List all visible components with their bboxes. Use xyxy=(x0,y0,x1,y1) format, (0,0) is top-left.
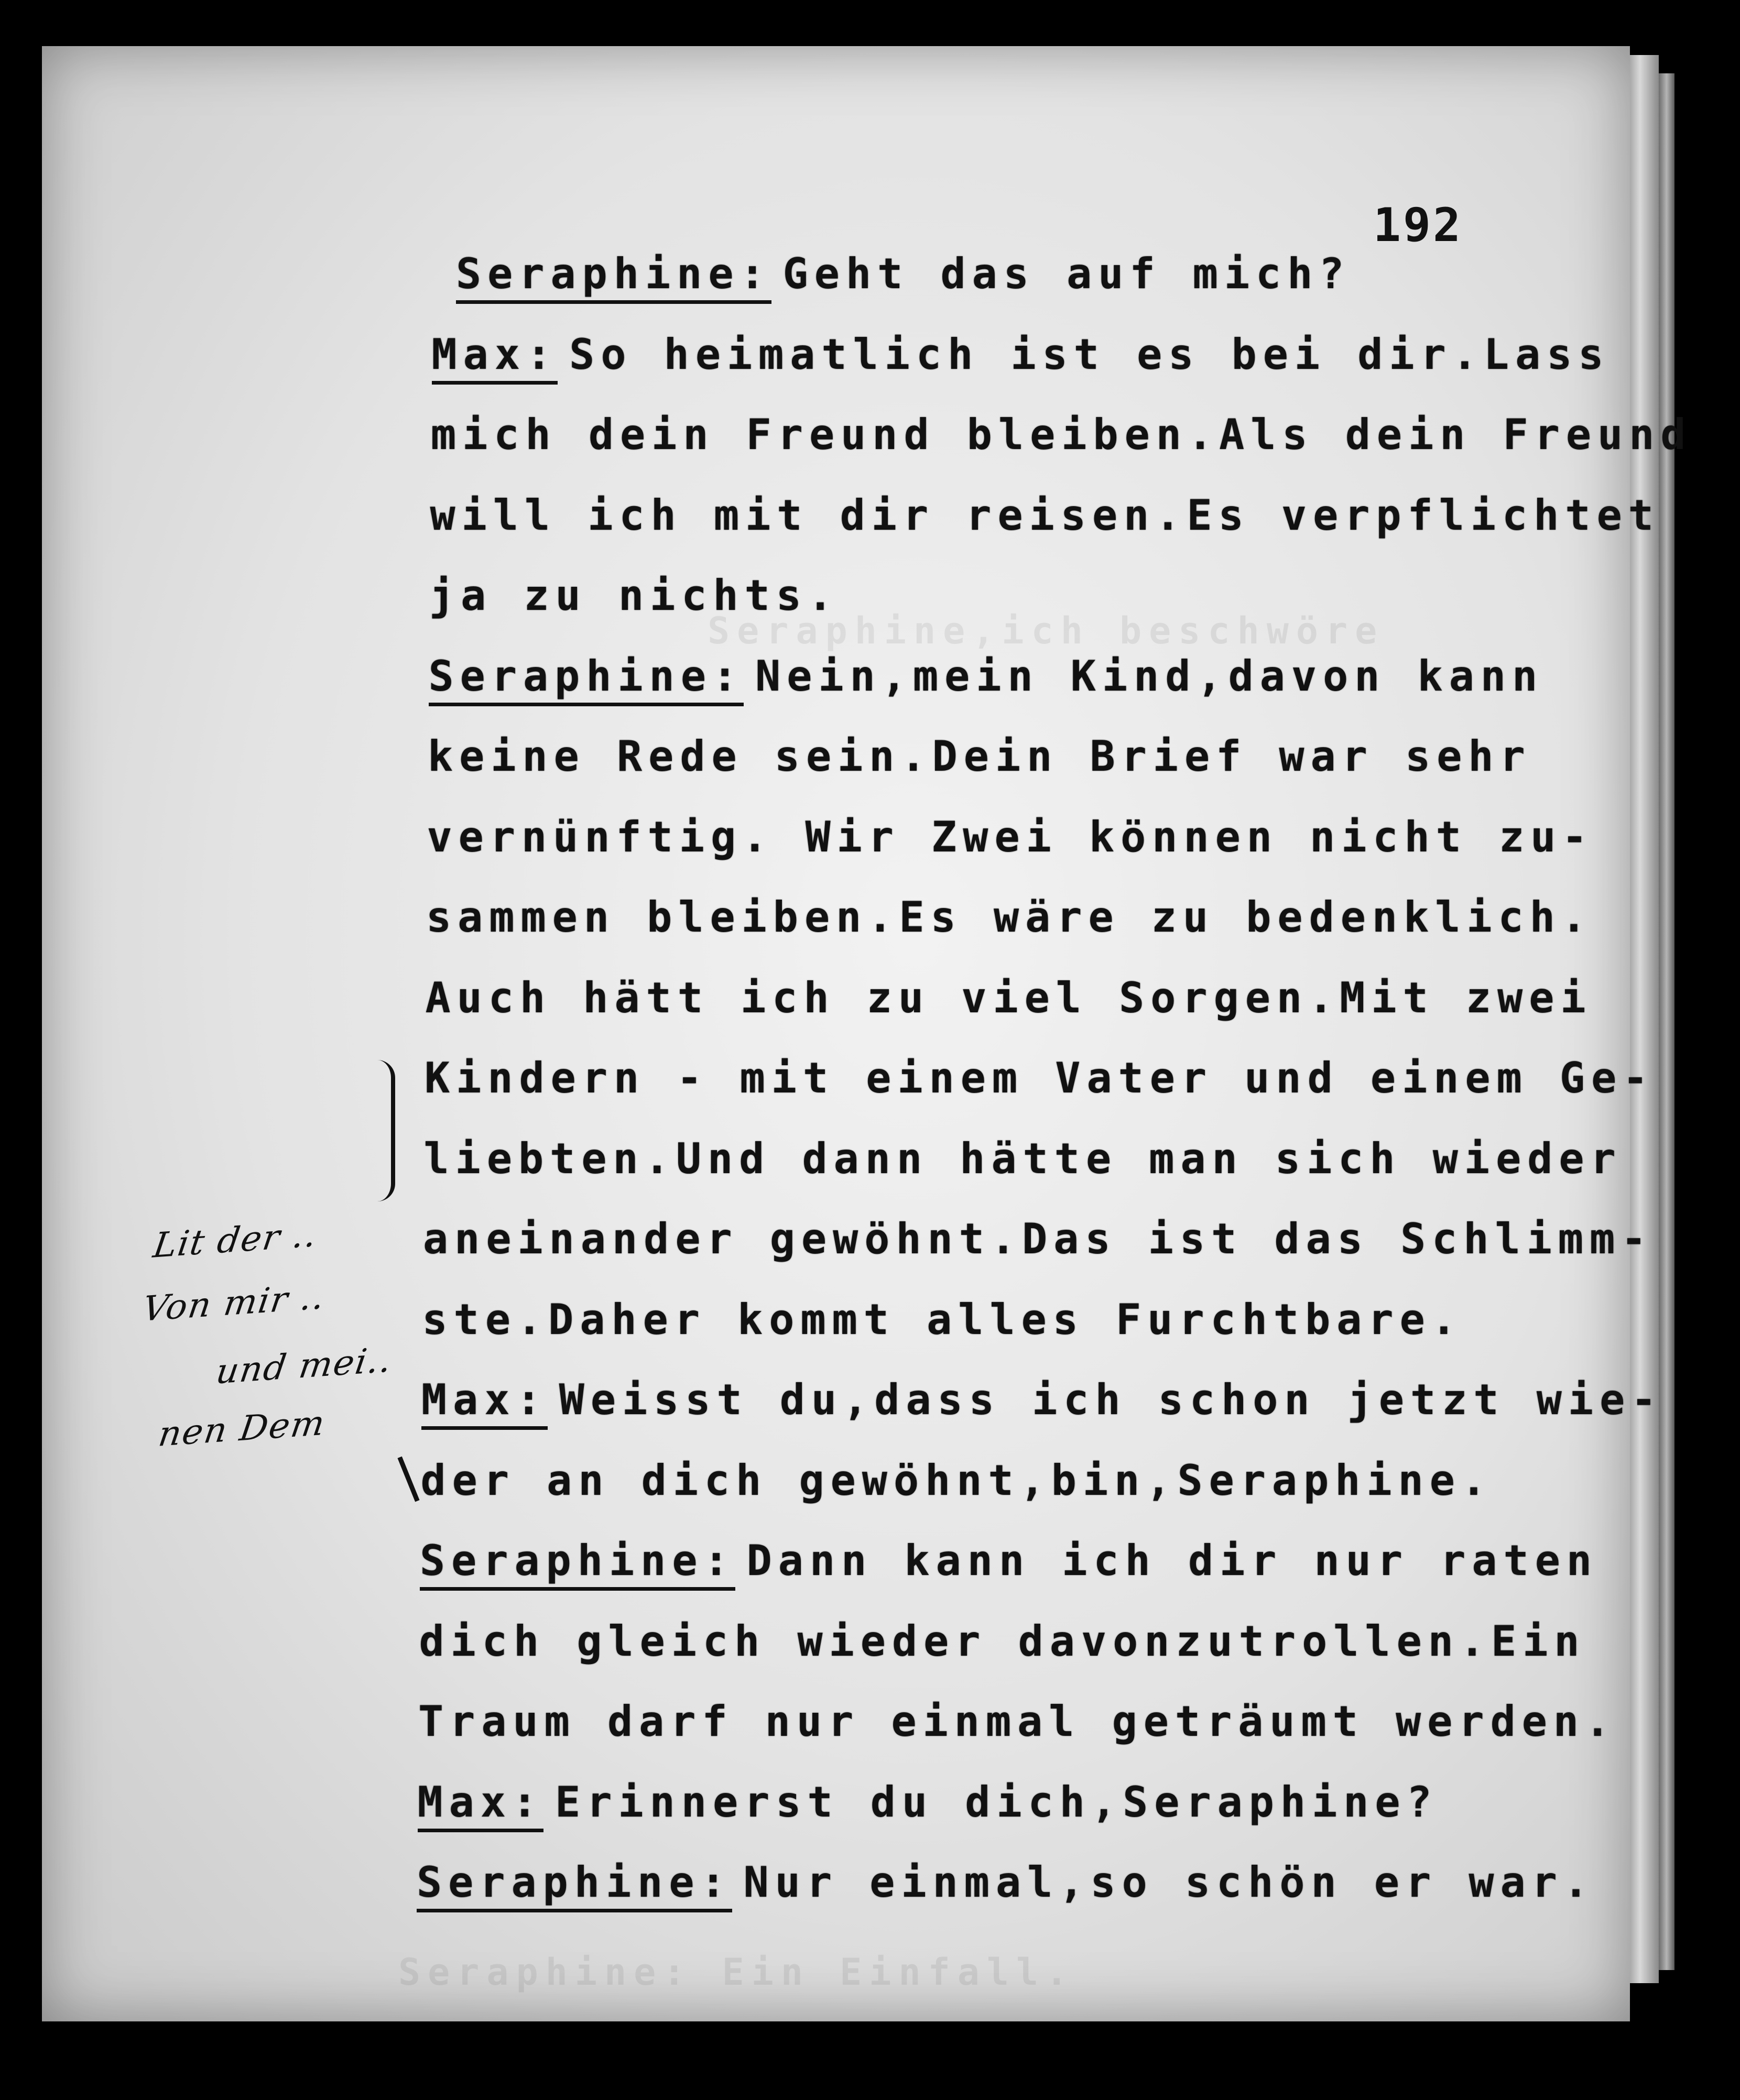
text-line xyxy=(422,1295,1463,1344)
text-line xyxy=(427,812,1594,861)
line-text: mich dein Freund bleiben.Als dein Freund xyxy=(431,410,1692,459)
line-text: So heimatlich ist es bei dir.Lass xyxy=(569,330,1610,379)
text-line xyxy=(431,410,1692,459)
text-line xyxy=(419,1616,1586,1666)
speaker-name: Max: xyxy=(418,1781,544,1832)
line-text: ste.Daher kommt alles Furchtbare. xyxy=(422,1295,1463,1344)
handwritten-line: und mei.. xyxy=(213,1339,395,1392)
text-line xyxy=(417,1777,1438,1832)
text-line xyxy=(456,249,1351,304)
line-text: dich gleich wieder davonzutrollen.Ein xyxy=(419,1616,1586,1666)
speaker-name: Seraphine: xyxy=(429,655,744,706)
text-line xyxy=(420,1456,1493,1505)
page-stack-edge xyxy=(1627,55,1659,1983)
margin-bracket-mark xyxy=(377,1060,395,1201)
handwritten-line: Von mir .. xyxy=(140,1276,328,1329)
line-text: sammen bleiben.Es wäre zu bedenklich. xyxy=(426,893,1593,942)
text-line xyxy=(421,1375,1663,1430)
line-text: liebten.Und dann hätte man sich wieder xyxy=(423,1134,1622,1183)
text-line xyxy=(417,1858,1595,1912)
text-line xyxy=(423,1134,1622,1183)
bleed-through-text: Seraphine,ich beschwöre xyxy=(708,609,1385,652)
handwritten-margin-note xyxy=(140,1214,417,1466)
line-text: Weisst du,dass ich schon jetzt wie- xyxy=(559,1375,1663,1424)
line-text: Geht das auf mich? xyxy=(782,249,1351,298)
line-text: keine Rede sein.Dein Brief war sehr xyxy=(428,732,1531,781)
text-line xyxy=(428,732,1531,781)
text-line xyxy=(420,1536,1598,1591)
line-text: Nein,mein Kind,davon kann xyxy=(755,651,1544,701)
line-text: Nur einmal,so schön er war. xyxy=(743,1858,1595,1907)
line-text: Traum darf nur einmal geträumt werden. xyxy=(418,1697,1617,1746)
line-text: ja zu nichts. xyxy=(429,571,840,620)
speaker-name: Max: xyxy=(421,1379,548,1430)
bleed-through-text: Seraphine: Ein Einfall. xyxy=(398,1951,1075,1994)
text-line xyxy=(430,490,1660,540)
line-text: vernünftig. Wir Zwei können nicht zu- xyxy=(427,812,1594,861)
speaker-name: Max: xyxy=(432,334,558,385)
line-text: will ich mit dir reisen.Es verpflichtet xyxy=(430,490,1660,540)
speaker-name: Seraphine: xyxy=(456,253,771,304)
line-text: Kindern - mit einem Vater und einem Ge- xyxy=(425,1054,1655,1102)
text-line xyxy=(426,893,1593,942)
speaker-name: Seraphine: xyxy=(417,1862,732,1912)
handwritten-line: nen Dem xyxy=(156,1403,329,1454)
text-line xyxy=(429,571,840,620)
page-number: 192 xyxy=(1373,198,1463,252)
speaker-name: Seraphine: xyxy=(420,1540,735,1591)
text-line xyxy=(428,651,1544,706)
text-line xyxy=(418,1697,1617,1746)
typewritten-page xyxy=(42,46,1692,2021)
text-line xyxy=(431,330,1610,385)
handwritten-line: Lit der .. xyxy=(150,1214,320,1266)
line-text: der an dich gewöhnt,bin,Seraphine. xyxy=(420,1456,1493,1505)
line-text: Auch hätt ich zu viel Sorgen.Mit zwei xyxy=(425,973,1592,1022)
text-line xyxy=(425,1054,1655,1102)
line-text: aneinander gewöhnt.Das ist das Schlimm- xyxy=(423,1215,1653,1263)
text-line xyxy=(425,973,1592,1022)
line-text: Dann kann ich dir nur raten xyxy=(746,1536,1598,1585)
text-line xyxy=(423,1215,1653,1263)
page-stack-edge-back xyxy=(1659,73,1674,1970)
line-text: Erinnerst du dich,Seraphine? xyxy=(555,1777,1438,1826)
